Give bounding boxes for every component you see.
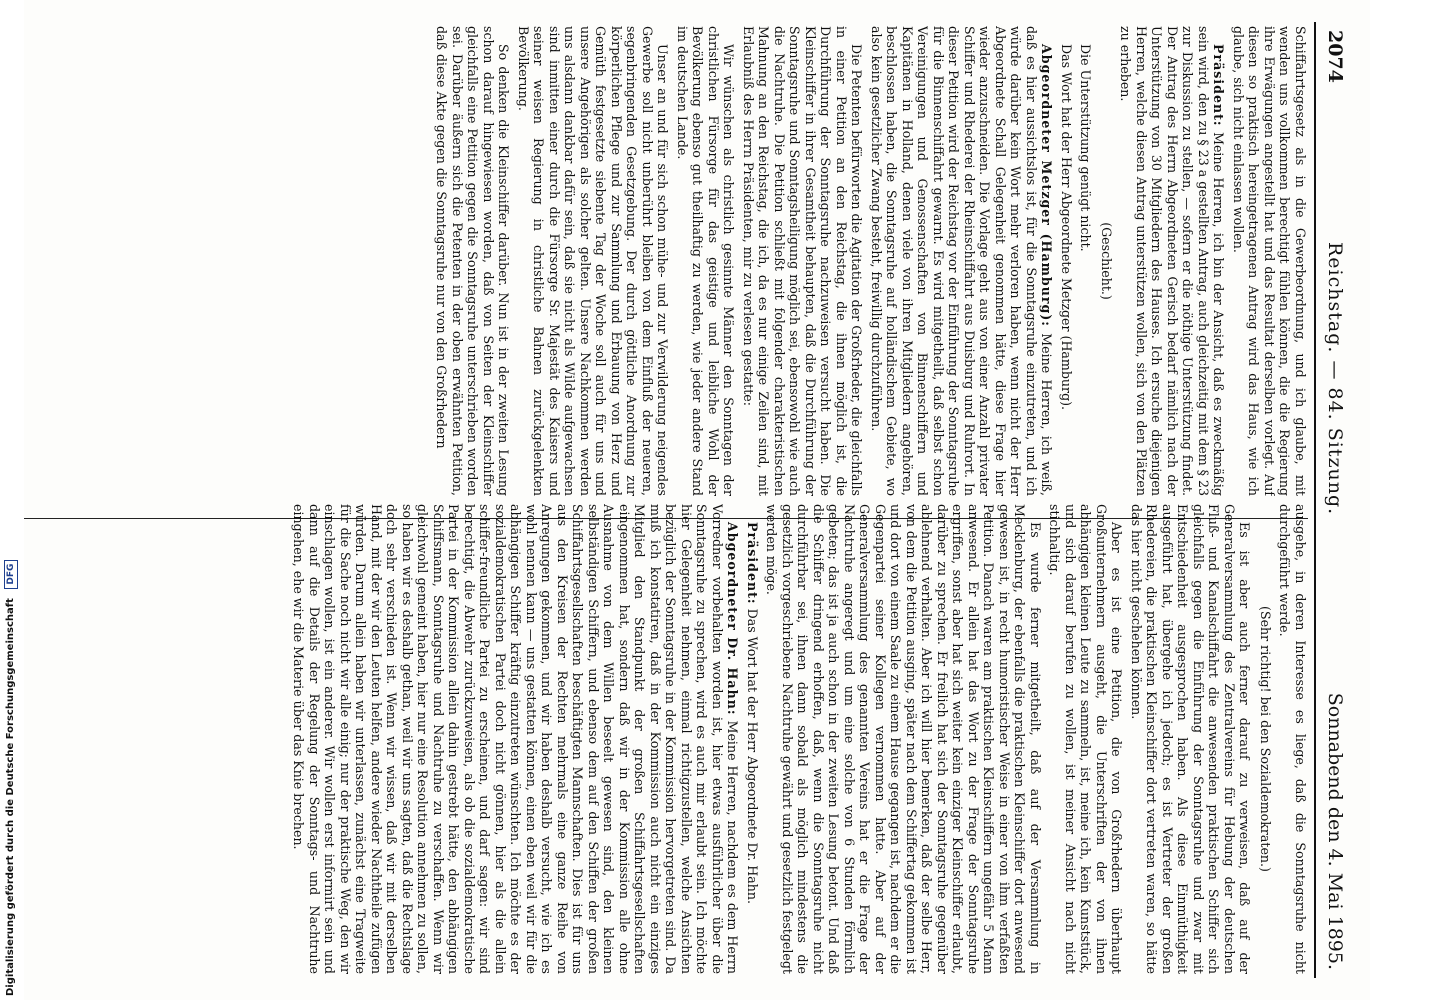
paragraph: ausgehe, in deren Interesse es liege, daß die Sonntagsruhe nicht durchgeführt werde. xyxy=(1277,504,1308,974)
funding-text: Digitalisierung gefördert durch die Deutsche Forschungsgemeinschaft xyxy=(5,598,16,996)
funding-strip xyxy=(0,0,24,1000)
text-columns xyxy=(18,22,1308,978)
funding-notice xyxy=(0,16,22,1000)
dfg-logo-icon: DFG xyxy=(4,560,18,589)
session-date: Sonnabend den 4. Mai 1895. xyxy=(1324,692,1346,970)
paragraph: Das Wort hat der Herr Abgeordnete Metzger (Hamburg). xyxy=(1059,44,1074,411)
speaker-paragraph xyxy=(869,26,1055,496)
speaker-name: Präsident: xyxy=(1211,44,1227,127)
speech-text: Meine Herren, ich weiß, daß es hier aussichtslos ist, für die Sonntagsruhe einzutreten, und ich würde darüber kein Wort mehr verloren haben, wenn nicht der Herr Abgeordnete Schall Gelegenheit genommen hätte, diese Frage hier wieder anzuschneiden. Die Vorlage geht aus von einer Anzahl privater Schiffer und Rhederei der Rheinschiffahrt aus Duisburg und Ruhrort. In dieser Petition wird der Reichstag vor der Einführung der Sonntagsruhe für die Binnenschiffahrt gewarnt. Es wird mitgetheilt, daß selbst schon Vereinigungen und Genossenschaften von Binnenschiffern und Kapitänen in Holland, denen viele von ihren Mitgliedern angehören, beschlossen haben, die Sonntagsruhe auf holländischem Gebiete, wo also kein gesetzlicher Zwang besteht, freiwillig durchzuführen. xyxy=(869,26,1055,496)
paragraph: Aber es ist eine Petition, die von Großrhedern überhaupt Großunternehmern ausgeht, die Unterschriften der von ihnen abhängigen kleinen Leute zu sammeln, ist, meine ich, kein Kunststück, und sich darauf berufen zu wollen, ist meiner Ansicht nach nicht stichhaltig. xyxy=(1047,504,1125,974)
right-column xyxy=(18,504,1308,974)
speaker-name: Abgeordneter Metzger (Hamburg): xyxy=(1039,44,1055,327)
event-note: (Sehr richtig! bei den Sozialdemokraten.) xyxy=(1258,606,1273,872)
speech-text: Das Wort hat der Herr Abgeordnete Dr. Hahn. xyxy=(745,608,760,905)
page-header xyxy=(1314,22,1352,978)
paragraph: Es ist aber auch ferner darauf zu verweisen, daß auf der Generalversammlung des Zentralvereins für Hebung der deutschen Fluß- und Kanalschiffahrt die anwesenden praktischen Schiffer sich gleichfalls gegen die Einführung der Sonntagsruhe und zwar mit Entschiedenheit ausgesprochen haben. Als diese Einmüthigkeit ausgeführt hat, übergehe ich jedoch; es ist Vertreter der großen Rhedereien, die praktischen Kleinschiffer dort vertreten waren, so hätte das hier nicht geschehen können. xyxy=(1129,504,1253,974)
quoted-paragraph: Wir wünschen als christlich gesinnte Männer den Sonntagen der christlichen Fürsorge für das geistige und leibliche Wohl der Bevölkerung ebenso gut theilhaftig zu werden, wie jeder andere Stand im deutschen Lande. xyxy=(675,26,737,496)
paragraph: Die Petenten befürworten die Agitation der Großrheder, die gleichfalls in einer Petition an den Reichstag, die ihnen möglich ist, die Durchführung der Sonntagsruhe nachzuweisen versucht haben. Die Kleinschiffer in ihrer Gesamtheit behaupten, daß die Durchführung der Sonntagsruhe und Sonntagsheiligung möglich sei, ebensowohl wie auch die Nachtruhe. Die Petition schließt mit folgender charakteristischen Mahnung an den Reichstag, die ich, da es nur einige Zeilen sind, mit Erlaubniß des Herrn Präsidenten, mir zu verlesen gestatte: xyxy=(741,26,865,496)
speech-text: Meine Herren, ich bin der Ansicht, daß es zweckmäßig sein wird, den zu § 23 a gestellten Antrag, auch gleichzeitig mit dem § 23 zur Diskussion zu stellen, — sofern er die nöthige Unterstützung findet. Der Antrag des Herrn Abgeordneten Gerisch bedarf nämlich nach der Unterstützung von 30 Mitgliedern des Hauses. Ich ersuche diejenigen Herren, welche diesen Antrag unterstützen wollen, sich von den Plätzen zu erheben. xyxy=(1118,26,1227,496)
paragraph: Die Unterstützung genügt nicht. xyxy=(1078,44,1094,252)
paragraph: Schiffahrtsgesetz als in die Gewerbeordnung, und ich glaube, mit wenden uns vollkommen berechtigt fühlen können, die die Regierung ihre Erwägungen angestellt hat und das Resultat derselben vorlegt. Auf diesen so praktisch hereingetragenen Antrag wird das Haus, wie ich glaube, sich nicht einlassen wollen. xyxy=(1231,26,1308,496)
speech-text: Meine Herren, nachdem es dem Herrn Vorredner vorbehalten worden ist, hier etwas ausführlicher über die Sonntagsruhe zu sprechen, wird es auch mir erlaubt sein. Ich möchte hier Gelegenheit nehmen, einmal richtigzustellen, welche Ansichten bezüglich der Sonntagsruhe in der Kommission hervorgetreten sind. Da muß ich konstatiren, daß in der Kommission auch nicht ein einziges Mitglied den Standpunkt der großen Schiffahrtsgesellschaften eingenommen hat, sondern daß wir in der Kommission alle ohne Ausnahme von dem Willen beseelt gewesen sind, den kleinen selbständigen Schiffern, und ebenso dem auf den Schiffen der großen Schiffahrtsgesellschaften beschäftigten Mannschaften. Dies ist für uns aus den Kreisen der Rechten mehrmals eine ganze Reihe von Anregungen gekommen, und wir haben deshalb versucht, wie ich es wohl nennen kann — uns gestatten können, einen eben weil wir für die abhängigen Schiffer kräftig einzutreten wünschten. Ich möchte es der sozialdemokratischen Partei doch nicht gönnen, hier als die allein schiffer-freundliche Partei zu erscheinen, und darf sagen: wir sind berechtigt, die Abwehr zurückzuweisen, als ob die sozialdemokratische Partei in der Kommission allein dahin gestrebt hätte, den abhängigen Schiffsmann, Sonntagsruhe und Nachtruhe zu verschaffen. Wenn wir gleichwohl gemeint haben, hier nur eine Resolution annehmen zu sollen, so haben wir es deshalb gethan, weil wir uns sagten, daß die Rechtslage doch sehr verschieden ist. Wenn wir wissen, daß wir mit derselben Hand, mit der wir den Leuten helfen, andere wieder Nachtheile zufügen würden. Darum allein haben wir unterlassen, zunächst eine Tragweite für die Sache noch nicht wir alle einig; nur der praktische Weg, den wir einschlagen wollen, ist ein anderer. Wir wollen erst informirt sein und dann auf die Details der Regelung der Sonntags- und Nachtruhe eingehen, ehe wir die Materie über das Knie brechen. xyxy=(291,504,741,974)
running-title: Reichstag. — 84. Sitzung. xyxy=(1324,242,1346,516)
speaker-paragraph xyxy=(745,504,761,974)
paragraph: So denken die Kleinschiffer darüber. Nun ist in der zweiten Lesung schon darauf hingewiesen worden, daß von Seiten der Kleinschiffer gleichfalls eine Petition gegen die Sonntagsruhe unterschrieben worden sei. Darüber äußern sich die Petenten in der oben erwähnten Petition, daß diese Akte gegen die Sonntagsruhe nur von den Großrhedern xyxy=(434,26,512,496)
speaker-paragraph xyxy=(291,504,741,974)
speaker-paragraph xyxy=(1118,26,1227,496)
quoted-paragraph: Unser an und für sich schon mühe- und zur Verwilderung neigendes Gewerbe soll nicht unberührt bleiben von dem Einfluß der neueren, segenbringenden Gesetzgebung. Der durch göttliche Anordnung zur körperlichen Pflege und zur Sammlung und Erbauung von Herz und Gemüth festgesetzte siebente Tag der Woche soll auch für uns und unsere Angehörigen als solcher gelten. Unsere Nachkommen werden uns alsdann dankbar dafür sein, daß sie nicht als Wilde aufgewachsen sind inmitten einer durch die Fürsorge Sr. Majestät des Kaisers und seiner weisen Regierung in christliche Bahnen zurückgelenkten Bevölkerung. xyxy=(516,26,671,496)
speaker-name: Abgeordneter Dr. Hahn: xyxy=(725,522,741,716)
speaker-name: Präsident: xyxy=(745,522,760,605)
page-number: 2074 xyxy=(1324,30,1346,83)
event-note: (Geschieht.) xyxy=(1099,222,1114,300)
left-column xyxy=(18,26,1308,496)
paragraph: Es wurde ferner mitgetheilt, daß auf der Versammlung in Mecklenburg, der ebenfalls die praktischen Kleinschiffer dort anwesend gewesen ist, in recht humoristischer Weise in einer von ihm verfaßten Petition. Danach waren am praktischen Kleinschiffern ungefähr 5 Mann anwesend. Er allein hat das Wort zu der Frage der Sonntagsruhe ergriffen, sonst aber hat sich weiter kein einziger Kleinschiffer erlaubt, darüber zu sprechen. Er freilich hat sich der Sonntagsruhe gegenüber ablehnend verhalten. Aber ich will hier bemerken, daß der selbe Herr, von dem die Petition ausging, später nach dem Schiffertag gekommen ist und dort von einem Saale zu einem Hause gegangen ist, nachdem er die Gegenpartei seiner Kollegen vernommen hatte. Aber auf der Generalversammlung des genannten Vereins hat er die Frage der Nachtruhe angeregt und um eine solche von 6 Stunden förmlich gebeten; das ist ja auch schon in der zweiten Lesung betont. Und daß die Schiffer dringend erhoffen, daß, wenn die Sonntagsruhe nicht durchführbar sei, ihnen dann sobald als möglich mindestens die gesetzlich vorgeschriebene Nachtruhe gewährt und gesetzlich festgelegt werden möge. xyxy=(764,504,1043,974)
